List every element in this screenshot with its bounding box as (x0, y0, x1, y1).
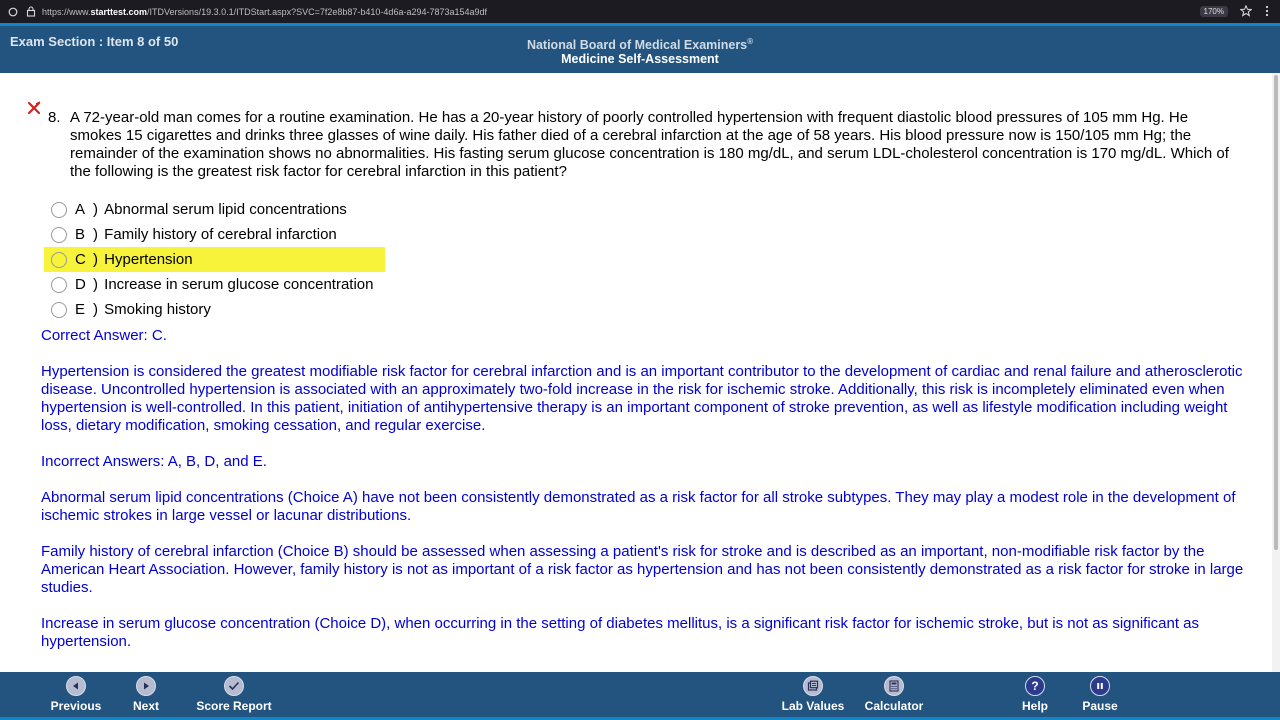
incorrect-answers: Incorrect Answers: A, B, D, and E. (41, 453, 267, 470)
option-letter: C (75, 251, 86, 268)
explanation-paragraph: Hypertension is considered the greatest modifiable risk factor for cerebral infarction and is an important contributor to the development of cardiac and renal failure and atherosclerotic disease. Uncontrolled hypertension is associated with an approximately two-fold increase in the risk for ischemic stroke. Additionally, this risk is incompletely eliminated even when hypertension is well-controlled. In this patient, initiation of antihypertensive therapy is an important component of stroke prevention, as well as lifestyle modification including weight loss, dietary modification, smoking cessation, and regular exercise. (41, 363, 1243, 434)
lab-values-icon (803, 676, 823, 696)
pause-button[interactable] (1080, 676, 1120, 716)
help-label: Help (1021, 699, 1048, 713)
flag-x-icon[interactable] (27, 101, 41, 115)
option-d[interactable] (44, 272, 444, 297)
answer-options (44, 197, 444, 322)
question-icon (1025, 676, 1045, 696)
score-report-label: Score Report (196, 699, 272, 713)
radio-button[interactable] (51, 277, 67, 293)
option-b[interactable] (44, 222, 444, 247)
option-c[interactable] (44, 247, 385, 272)
option-text: Abnormal serum lipid concentrations (104, 201, 347, 218)
registered-mark: ® (747, 37, 754, 46)
checkmark-icon (224, 676, 244, 696)
option-letter: B (75, 226, 86, 243)
arrow-right-icon (136, 676, 156, 696)
browser-address-bar (0, 0, 1280, 23)
next-button[interactable] (130, 676, 162, 716)
explanation-paragraph: Abnormal serum lipid concentrations (Choice A) have not been consistently demonstrated as a risk factor for all stroke subtypes. They may play a modest role in the development of ischemic strokes in large vessel or lacunar distributions. (41, 489, 1236, 524)
question-stem: A 72-year-old man comes for a routine examination. He has a 20-year history of poorly controlled hypertension with frequent diastolic blood pressures of 105 mm Hg. He smokes 15 cigarettes and drinks three glasses of wine daily. His father died of a cerebral infarction at the age of 58 years. His blood pressure now is 150/105 mm Hg; the remainder of the examination shows no abnormalities. His fasting serum glucose concentration is 180 mg/dL, and serum LDL-cholesterol concentration is 170 mg/dL. Which of the following is the greatest risk factor for cerebral infarction in this patient? (70, 109, 1229, 180)
option-a[interactable] (44, 197, 444, 222)
radio-button[interactable] (51, 252, 67, 268)
menu-kebab-icon[interactable] (1264, 5, 1270, 17)
answer-explanation (41, 327, 1246, 669)
url-prefix: https://www. (42, 6, 91, 17)
header-title-block (440, 35, 840, 66)
option-paren: ) (93, 276, 98, 293)
shield-icon[interactable] (8, 7, 18, 17)
next-label: Next (132, 699, 159, 713)
option-letter: A (75, 201, 86, 218)
question-glyph: ? (1031, 679, 1039, 693)
calculator-button[interactable] (862, 676, 926, 716)
scrollbar-thumb[interactable] (1274, 75, 1278, 550)
assessment-subtitle: Medicine Self-Assessment (561, 52, 719, 67)
radio-button[interactable] (51, 227, 67, 243)
correct-answer: Correct Answer: C. (41, 327, 167, 344)
pause-icon (1090, 676, 1110, 696)
option-letter: D (75, 276, 86, 293)
radio-button[interactable] (51, 202, 67, 218)
option-letter: E (75, 301, 86, 318)
previous-button[interactable] (48, 676, 104, 716)
zoom-level-badge[interactable]: 170% (1200, 6, 1228, 17)
help-button[interactable] (1018, 676, 1052, 716)
exam-section-label: Exam Section : Item 8 of 50 (10, 34, 179, 49)
option-text: Family history of cerebral infarction (104, 226, 337, 243)
lab-values-label: Lab Values (781, 699, 845, 713)
previous-label: Previous (50, 699, 102, 713)
option-paren: ) (93, 226, 98, 243)
url-domain: starttest.com (90, 6, 148, 17)
url-field[interactable] (42, 7, 487, 17)
exam-header (0, 26, 1280, 73)
question-content[interactable] (0, 73, 1272, 672)
bookmark-star-icon[interactable] (1240, 5, 1252, 17)
option-text: Hypertension (104, 251, 193, 268)
arrow-left-icon (66, 676, 86, 696)
lab-values-button[interactable] (780, 676, 846, 716)
board-title (440, 35, 840, 52)
option-text: Smoking history (104, 301, 211, 318)
explanation-paragraph: Family history of cerebral infarction (Choice B) should be assessed when assessing a patient's risk for stroke and is described as an important, non-modifiable risk factor by the American Heart Association. However, family history is not as important of a risk factor as hypertension and has not been consistently demonstrated as a risk factor for stroke in large studies. (41, 543, 1244, 596)
option-e[interactable] (44, 297, 444, 322)
url-path: /ITDVersions/19.3.0.1/ITDStart.aspx?SVC=7f2e8b87-b410-4d6a-a294-7873a154a9df (147, 6, 488, 17)
question-number: 8. (48, 109, 61, 126)
board-name: National Board of Medical Examiners (526, 38, 748, 53)
radio-button[interactable] (51, 302, 67, 318)
pause-label: Pause (1082, 699, 1118, 713)
explanation-paragraph: Increase in serum glucose concentration (Choice D), when occurring in the setting of diabetes mellitus, is a significant risk factor for ischemic stroke, but is not as significant as hypertension. (41, 615, 1200, 650)
score-report-button[interactable] (194, 676, 274, 716)
option-paren: ) (93, 201, 98, 218)
calculator-icon (884, 676, 904, 696)
lock-icon[interactable] (26, 7, 36, 17)
option-paren: ) (93, 301, 98, 318)
bottom-toolbar (0, 672, 1280, 720)
calculator-label: Calculator (864, 699, 924, 713)
option-paren: ) (93, 251, 98, 268)
option-text: Increase in serum glucose concentration (104, 276, 374, 293)
